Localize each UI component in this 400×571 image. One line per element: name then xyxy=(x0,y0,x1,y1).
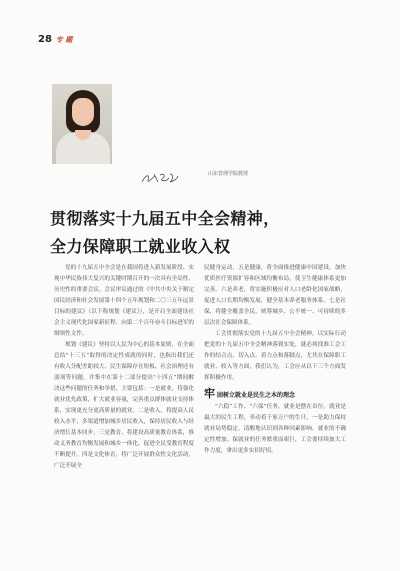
paragraph: “六稳”工作、“六保”任务，就业是摆在首位。就业是最大的民生工程，牵动着千家万户的生计，一是助力保持就业局势稳定。清醒地认识到各种因素影响，就业的不确定性增加。保就业的任务繁重而艰巨，工会要持续加大工作力度，拿出更多实招好招。 xyxy=(204,404,346,454)
article-title xyxy=(50,205,280,261)
page-number: 28 xyxy=(38,34,52,45)
title-line-1: 贯彻落实十九届五中全会精神， xyxy=(50,209,280,228)
left-column xyxy=(54,263,194,472)
author-title: 山东管理学院教授 xyxy=(208,171,249,177)
subheading-dropcap: 牢 xyxy=(204,387,215,400)
page-header xyxy=(38,34,72,45)
section-subheading xyxy=(204,388,346,400)
paragraph: 党的十九届五中全会是在我国将进入新发展阶段、实现中华民族伟大复兴的关键时期召开的一次具有全局性、历史性的重要会议。会议审议通过的《中共中央关于制定国民经济和社会发展第十四个五年规划和二〇三五年远景目标的建议》（以下称规划《建议》），是开启全面建设社会主义现代化国家新征程、向第二个百年奋斗目标进军的纲领性文件。 xyxy=(54,265,194,337)
right-column xyxy=(204,263,346,457)
paragraph: 规划《建议》坚持以人民为中心的基本原则，在全面总结“十三五”取得的决定性成就的同时，也指出我们还有收入分配差距较大、民生保障存在短板、社会治理还有弱项等问题，并集中在第十二部分提出“十四五”期间解决这些问题的任务和举措，主要包括：一是就业，将强化就业优先政策，扩大就业容量，完善重点群体就业支持体系，实现更充分更高质量的就业。二是收入，将提高人民收入水平，多渠道增加城乡居民收入，保持居民收入与经济增长基本同步。三是教育，将建设高质量教育体系，推动义务教育均衡发展和城乡一体化，促进全民受教育程度不断提升。四是文化体育，将广泛开展群众性文化活动，广泛开展全 xyxy=(54,342,194,469)
author-photo xyxy=(52,84,112,164)
paragraph: 民健身运动，五是健康，将全面推进健康中国建设，加快优质医疗资源扩容和区域均衡布局，使卫生健康体系更加完善。六是养老，将实施积极应对人口老龄化国家战略，促进人口长期均衡发展，健全基本养老服务体系。七是社保，将健全覆盖全民、统筹城乡、公平统一、可持续的多层次社会保障体系。 xyxy=(204,265,346,326)
section-label: 专 题 xyxy=(55,35,73,44)
title-line-2: 全力保障职工就业收入权 xyxy=(50,237,231,256)
author-signature xyxy=(140,170,180,186)
paragraph: 工会贯彻落实党的十九届五中全会精神，以实际行动把党的十九届五中全会精神落到实处，就必须找准工会工作的结合点、切入点、着力点和落脚点，尤其在保障职工就业、收入等方面，我们认为，工会应从以下三个方面发挥积极作用。 xyxy=(204,331,346,381)
subheading-text: 固树立就业是民生之本的理念 xyxy=(217,392,296,399)
